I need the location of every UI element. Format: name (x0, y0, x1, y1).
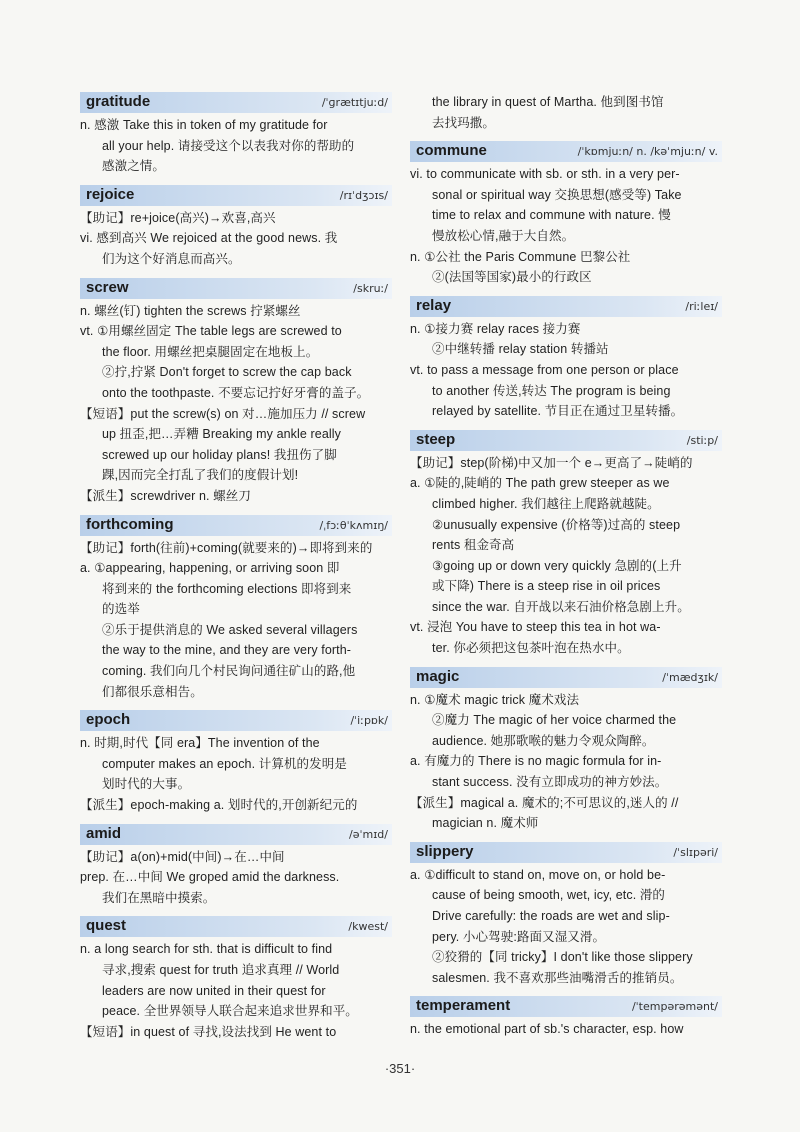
headword-bar (410, 296, 722, 317)
definition-line: 的选举 (102, 602, 140, 617)
dictionary-entry (410, 141, 722, 288)
definition-line: screwed up our holiday plans! 我扭伤了脚 (102, 447, 337, 462)
definition-line: n. ①公社 the Paris Commune 巴黎公社 (410, 249, 631, 264)
headword-bar (80, 92, 392, 113)
definition-line: 划时代的大事。 (102, 777, 191, 792)
definition-line: sonal or spiritual way 交换思想(感受等) Take (432, 187, 682, 202)
dictionary-entry (80, 92, 392, 177)
pronunciation: /rɪˈdʒɔɪs/ (339, 188, 388, 202)
definition-line: ②拧,拧紧 Don't forget to screw the cap back (102, 365, 352, 380)
definition-line: the floor. 用螺丝把桌腿固定在地板上。 (102, 344, 319, 359)
definition-line: pery. 小心驾驶:路面又湿又滑。 (432, 929, 606, 944)
headword: rejoice (86, 185, 135, 203)
headword: quest (86, 917, 127, 935)
definition-line: the way to the mine, and they are very forth- (102, 643, 352, 658)
definition-line: ③going up or down very quickly 急剧的(上升 (432, 558, 682, 573)
definition-line: vt. ①用螺丝固定 The table legs are screwed to (80, 324, 342, 339)
definition-line: n. ①接力赛 relay races 接力赛 (410, 321, 581, 336)
pronunciation: /ˈkɒmjuːn/ n. /kəˈmjuːn/ v. (577, 145, 718, 159)
definition-line: 将到来的 the forthcoming elections 即将到来 (102, 581, 352, 596)
definition-line: salesmen. 我不喜欢那些油嘴滑舌的推销员。 (432, 970, 683, 985)
pronunciation: /riːleɪ/ (685, 299, 718, 313)
definition-line: n. 螺丝(钉) tighten the screws 拧紧螺丝 (80, 303, 301, 318)
headword-bar (410, 430, 722, 451)
right-column (410, 92, 722, 1048)
definition-line: 或下降) There is a steep rise in oil prices (432, 579, 661, 594)
dictionary-entry (410, 842, 722, 989)
pronunciation: /ˌfɔːθˈkʌmɪŋ/ (319, 518, 388, 532)
definition-line: vt. to pass a message from one person or place (410, 362, 679, 377)
pronunciation: /skruː/ (353, 281, 388, 295)
definition-line: 【助记】forth(往前)+coming(就要来的)→即将到来的 (80, 540, 373, 555)
definition-line: ter. 你必须把这包茶叶泡在热水中。 (432, 641, 630, 656)
headword: steep (416, 430, 456, 448)
headword: screw (86, 278, 129, 296)
definition-line: 们为这个好消息而高兴。 (102, 251, 241, 266)
headword-bar (80, 710, 392, 731)
pronunciation: /ˈiːpɒk/ (350, 714, 388, 728)
definition-line: 我们在黑暗中摸索。 (102, 890, 216, 905)
definition-line: vi. to communicate with sb. or sth. in a very per- (410, 167, 680, 182)
definition-line: 感激之情。 (102, 159, 166, 174)
dictionary-entry (410, 667, 722, 834)
definition-line: 【派生】magical a. 魔术的;不可思议的,迷人的 // (410, 795, 679, 810)
definition-line: ②魔力 The magic of her voice charmed the (432, 713, 677, 728)
pronunciation: /ˈmædʒɪk/ (662, 670, 718, 684)
headword: gratitude (86, 93, 151, 110)
definition-line: all your help. 请接受这个以表我对你的帮助的 (102, 138, 355, 153)
dictionary-entry (410, 92, 722, 133)
definition-line: n. 感激 Take this in token of my gratitude for (80, 118, 328, 132)
headword-bar (80, 515, 392, 536)
definition-line: n. a long search for sth. that is difficult to find (80, 942, 333, 957)
definition-line: ②中继转播 relay station 转播站 (432, 342, 609, 357)
definition-line: climbed higher. 我们越往上爬路就越陡。 (432, 496, 660, 511)
dictionary-entry (80, 710, 392, 815)
definition-line: prep. 在…中间 We groped amid the darkness. (80, 870, 340, 885)
definition-line: 【短语】put the screw(s) on 对…施加压力 // screw (80, 406, 366, 421)
dictionary-entry (410, 996, 722, 1040)
headword-bar (410, 667, 722, 688)
page-number: ·351· (384, 1061, 416, 1076)
headword: magic (416, 667, 460, 685)
definition-line: peace. 全世界领导人联合起来追求世界和平。 (102, 1004, 358, 1019)
headword: commune (416, 142, 487, 160)
headword: amid (86, 824, 122, 842)
headword-bar (80, 916, 392, 937)
definition-line: 【助记】re+joice(高兴)→欢喜,高兴 (80, 210, 276, 225)
definition-line: n. the emotional part of sb.'s character, esp. how (410, 1022, 684, 1037)
headword: temperament (416, 997, 511, 1015)
dictionary-entry (80, 278, 392, 507)
definition-line: up 扭歪,把…弄糟 Breaking my ankle really (102, 427, 341, 442)
dictionary-entry (410, 296, 722, 422)
definition-line: 去找玛撒。 (432, 115, 496, 130)
definition-line: cause of being smooth, wet, icy, etc. 滑的 (432, 888, 666, 903)
definition-line: leaders are now united in their quest for (102, 983, 326, 998)
dictionary-entry (80, 515, 392, 703)
definition-line: stant success. 没有立即成功的神方妙法。 (432, 775, 668, 790)
headword-bar (80, 278, 392, 299)
definition-line: the library in quest of Martha. 他到图书馆 (432, 95, 664, 109)
definition-line: 【派生】screwdriver n. 螺丝刀 (80, 488, 251, 503)
definition-line: a. ①difficult to stand on, move on, or hold be- (410, 867, 666, 882)
headword-bar (410, 141, 722, 162)
definition-line: ②(法国等国家)最小的行政区 (432, 270, 592, 285)
definition-line: to another 传送,转达 The program is being (432, 383, 671, 398)
definition-line: n. ①魔术 magic trick 魔术戏法 (410, 692, 580, 707)
dictionary-entry (80, 824, 392, 909)
definition-line: ②乐于提供消息的 We asked several villagers (102, 622, 358, 637)
headword-bar (80, 824, 392, 845)
pronunciation: /stiːp/ (686, 433, 718, 447)
dictionary-entry (80, 916, 392, 1042)
definition-line: since the war. 自开战以来石油价格急剧上升。 (432, 599, 690, 614)
left-column (80, 92, 392, 1050)
definition-line: 【助记】a(on)+mid(中间)→在…中间 (80, 849, 285, 864)
definition-line: a. ①陡的,陡峭的 The path grew steeper as we (410, 476, 670, 491)
headword: relay (416, 296, 452, 314)
definition-line: 【助记】step(阶梯)中又加一个 e→更高了→陡峭的 (410, 455, 693, 470)
definition-line: a. ①appearing, happening, or arriving soon 即 (80, 561, 340, 576)
definition-line: vt. 浸泡 You have to steep this tea in hot wa- (410, 620, 661, 635)
definition-line: ②unusually expensive (价格等)过高的 steep (432, 517, 681, 532)
definition-line: audience. 她那歌喉的魅力令观众陶醉。 (432, 733, 655, 748)
definition-line: onto the toothpaste. 不要忘记拧好牙膏的盖子。 (102, 385, 370, 400)
definition-line: 们都很乐意相告。 (102, 684, 203, 699)
definition-line: 慢放松心情,融于大自然。 (432, 228, 575, 243)
pronunciation: /əˈmɪd/ (349, 827, 388, 841)
pronunciation: /ˈɡrætɪtjuːd/ (321, 96, 388, 109)
definition-line: magician n. 魔术师 (432, 816, 539, 831)
pronunciation: /kwest/ (348, 920, 388, 934)
dictionary-entry (80, 185, 392, 270)
definition-line: vi. 感到高兴 We rejoiced at the good news. 我 (80, 231, 338, 246)
definition-line: computer makes an epoch. 计算机的发明是 (102, 756, 347, 771)
headword: forthcoming (86, 515, 174, 533)
pronunciation: /ˈslɪpəri/ (673, 845, 718, 859)
headword: epoch (86, 711, 131, 729)
definition-line: ②狡猾的【同 tricky】I don't like those slippery (432, 950, 693, 965)
definition-line: rents 租金奇高 (432, 538, 515, 553)
headword-bar (410, 842, 722, 863)
headword-bar (410, 996, 722, 1017)
pronunciation: /ˈtempərəmənt/ (631, 1000, 718, 1014)
dictionary-entry (410, 430, 722, 659)
definition-line: a. 有魔力的 There is no magic formula for in- (410, 754, 662, 769)
definition-line: 【派生】epoch-making a. 划时代的,开创新纪元的 (80, 798, 358, 813)
definition-line: Drive carefully: the roads are wet and slip- (432, 909, 670, 923)
headword-bar (80, 185, 392, 206)
definition-line: 【短语】in quest of 寻找,设法找到 He went to (80, 1024, 337, 1039)
definition-line: coming. 我们向几个村民询问通往矿山的路,他 (102, 664, 356, 679)
definition-line: 寻求,搜索 quest for truth 追求真理 // World (102, 963, 340, 977)
headword: slippery (416, 842, 474, 860)
definition-line: time to relax and commune with nature. 慢 (432, 208, 671, 223)
definition-line: n. 时期,时代【同 era】The invention of the (80, 736, 320, 751)
definition-line: 踝,因而完全打乱了我们的度假计划! (102, 468, 299, 483)
definition-line: relayed by satellite. 节目正在通过卫星转播。 (432, 404, 684, 419)
